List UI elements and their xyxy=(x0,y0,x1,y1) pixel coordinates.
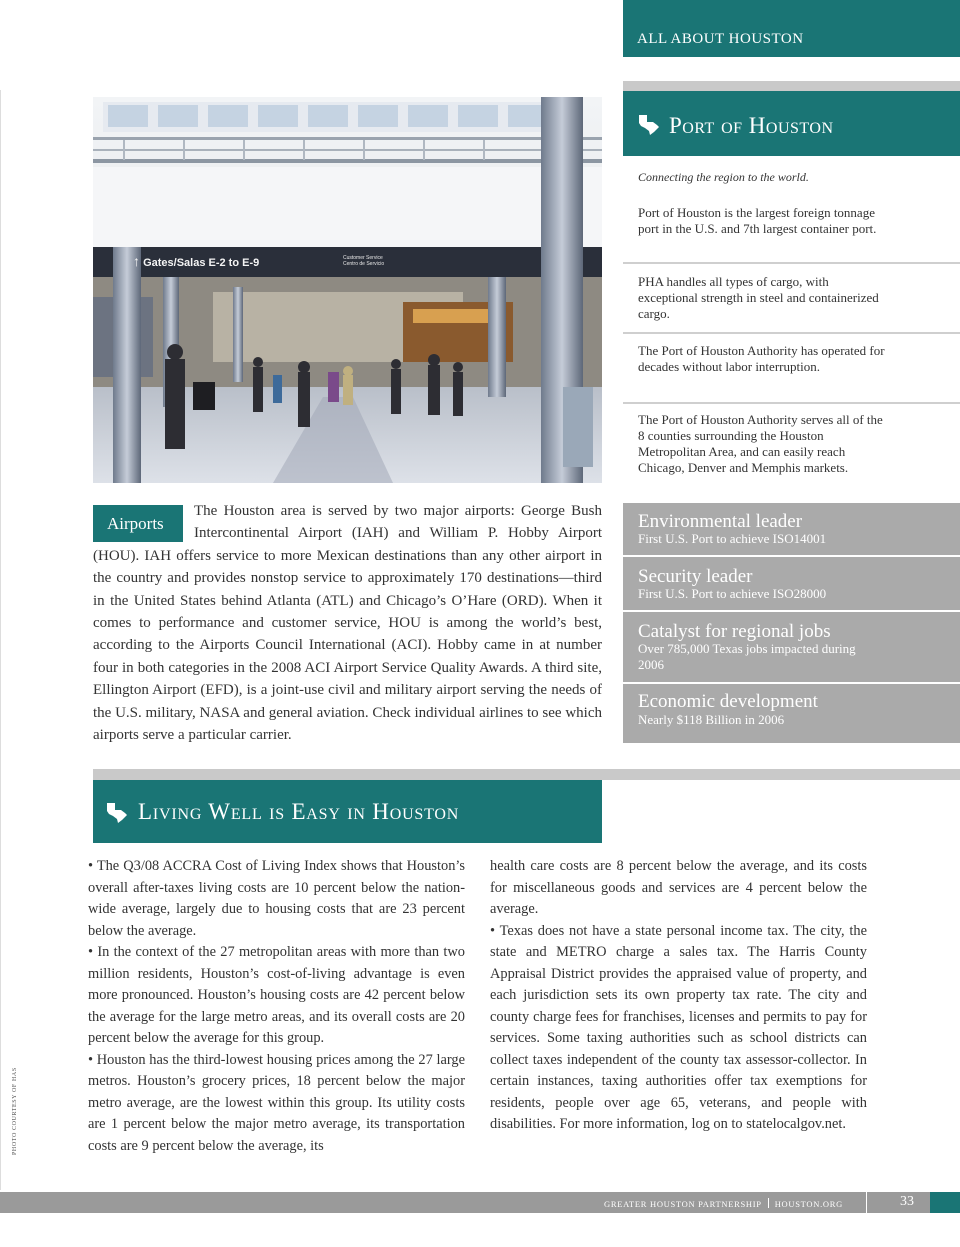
footer-divider xyxy=(866,1192,867,1213)
highlight-title: Security leader xyxy=(638,566,753,587)
highlight-economic xyxy=(623,684,960,743)
section-header-tab xyxy=(623,0,960,57)
port-divider xyxy=(623,262,960,264)
texas-star-icon xyxy=(637,113,661,140)
highlight-detail: First U.S. Port to achieve ISO14001 xyxy=(638,531,827,546)
customer-service-text: Customer Service xyxy=(343,255,383,261)
texas-star-icon xyxy=(105,801,129,828)
highlight-title: Environmental leader xyxy=(638,511,803,532)
customer-service-subtext: Centro de Servicio xyxy=(343,261,385,267)
footer-org: GREATER HOUSTON PARTNERSHIP xyxy=(604,1199,762,1209)
section-rule xyxy=(93,769,960,780)
living-paragraph: health care costs are 8 percent below the average, and its costs for miscellaneous goods and services are 4 percent below the average. xyxy=(490,858,867,917)
arrow-up-icon: ↑ xyxy=(133,253,140,269)
highlight-security xyxy=(623,557,960,610)
highlight-detail: Over 785,000 Texas jobs impacted during 2006 xyxy=(638,641,856,672)
living-paragraph: • The Q3/08 ACCRA Cost of Living Index shows that Houston’s overall after-taxes living costs are 10 percent below the nation-wide average, largely due to housing costs that are 23 percent below the average. xyxy=(88,858,465,939)
highlight-detail: Nearly $118 Billion in 2006 xyxy=(638,712,785,727)
airports-body: The Houston area is served by two major airports: George Bush Intercontinental Airport (IAH) and William P. Hobby Airport (HOU). IAH offers service to more Mexican destinations than any other airport in the country and provides nonstop service to approximately 170 destinations—third in the United States behind Atlanta (ATL) and Chicago’s O’Hare (ORD). When it comes to performance and customer service, HOU is among the world’s best, according to the Airports Council International (ACI). Hobby came in at number four in both categories in the 2008 ACI Airport Service Quality Awards. A third site, Ellington Airport (EFD), is a joint-use civil and military airport serving the needs of the U.S. military, NASA and general aviation. Check individual airlines to see which airports serve a particular carrier. xyxy=(93,503,602,744)
airport-terminal-photo xyxy=(93,97,602,483)
footer-divider xyxy=(768,1198,769,1208)
photo-credit: PHOTO COURTESY OF HAS xyxy=(12,1067,18,1155)
customer-service-sign xyxy=(343,255,384,267)
port-divider xyxy=(623,332,960,334)
highlight-jobs xyxy=(623,612,960,682)
port-item: The Port of Houston Authority serves all of the 8 counties surrounding the Houston Metropolitan Area, and can easily reach Chicago, Denver and Memphis markets. xyxy=(638,412,883,475)
living-paragraph: • Texas does not have a state personal income tax. The city, the state and METRO charge a sales tax. The Harris County Appraisal District provides the appraised value of property, and each jurisdiction sets its own property tax rate. The city and county charge fees for franchises, licenses and permits to pay for services. Some taxing authorities such as school districts can collect taxes independent of the county tax assessor-collector. In certain instances, taxing authorities offer tax exemptions for residents, people over age 65, veterans, and people with disabilities. For more information, log on to statelocalgov.net. xyxy=(490,922,867,1132)
living-column-left xyxy=(88,856,465,1157)
page-number: 33 xyxy=(900,1194,914,1209)
gates-sign xyxy=(133,253,259,269)
highlight-title: Catalyst for regional jobs xyxy=(638,621,831,642)
port-item: The Port of Houston Authority has operated for decades without labor interruption. xyxy=(638,343,885,374)
living-column-right xyxy=(490,856,867,1136)
living-title: Living Well is Easy in Houston xyxy=(138,799,460,824)
footer-accent xyxy=(930,1192,960,1213)
port-title: Port of Houston xyxy=(669,113,834,138)
highlight-environmental xyxy=(623,503,960,555)
section-label: ALL ABOUT HOUSTON xyxy=(637,31,804,47)
sidebar-top-rule xyxy=(623,81,960,91)
airports-badge-label: Airports xyxy=(107,514,164,533)
port-divider xyxy=(623,402,960,404)
port-item: PHA handles all types of cargo, with exceptional strength in steel and containerized cargo. xyxy=(638,274,879,321)
airports-paragraph xyxy=(93,500,602,746)
living-paragraph: • Houston has the third-lowest housing prices among the 27 large metros. Houston’s grocery prices, 18 percent below the major metro average, are the lowest within this group. Its utility costs are 1 percent below the major metro average, its transportation costs are 9 percent below the average, its xyxy=(88,1051,465,1154)
living-paragraph: • In the context of the 27 metropolitan areas with more than two million residents, Houston’s cost-of-living advantage is even more pronounced. Houston’s housing costs are 42 percent below the average for the large metro areas, and its overall costs are 20 percent below the average for this group. xyxy=(88,944,465,1046)
highlight-title: Economic development xyxy=(638,691,818,712)
port-tagline: Connecting the region to the world. xyxy=(638,170,809,184)
footer-site: HOUSTON.ORG xyxy=(774,1199,843,1209)
port-item: Port of Houston is the largest foreign tonnage port in the U.S. and 7th largest container port. xyxy=(638,205,877,236)
gates-sign-text: Gates/Salas E-2 to E-9 xyxy=(143,257,260,269)
footer-bar xyxy=(0,1192,960,1213)
badge-spacer xyxy=(93,500,194,544)
living-header xyxy=(93,780,602,843)
port-header xyxy=(623,91,960,156)
page-edge-rule xyxy=(0,90,1,1190)
footer-text xyxy=(604,1198,843,1209)
highlight-detail: First U.S. Port to achieve ISO28000 xyxy=(638,586,827,601)
